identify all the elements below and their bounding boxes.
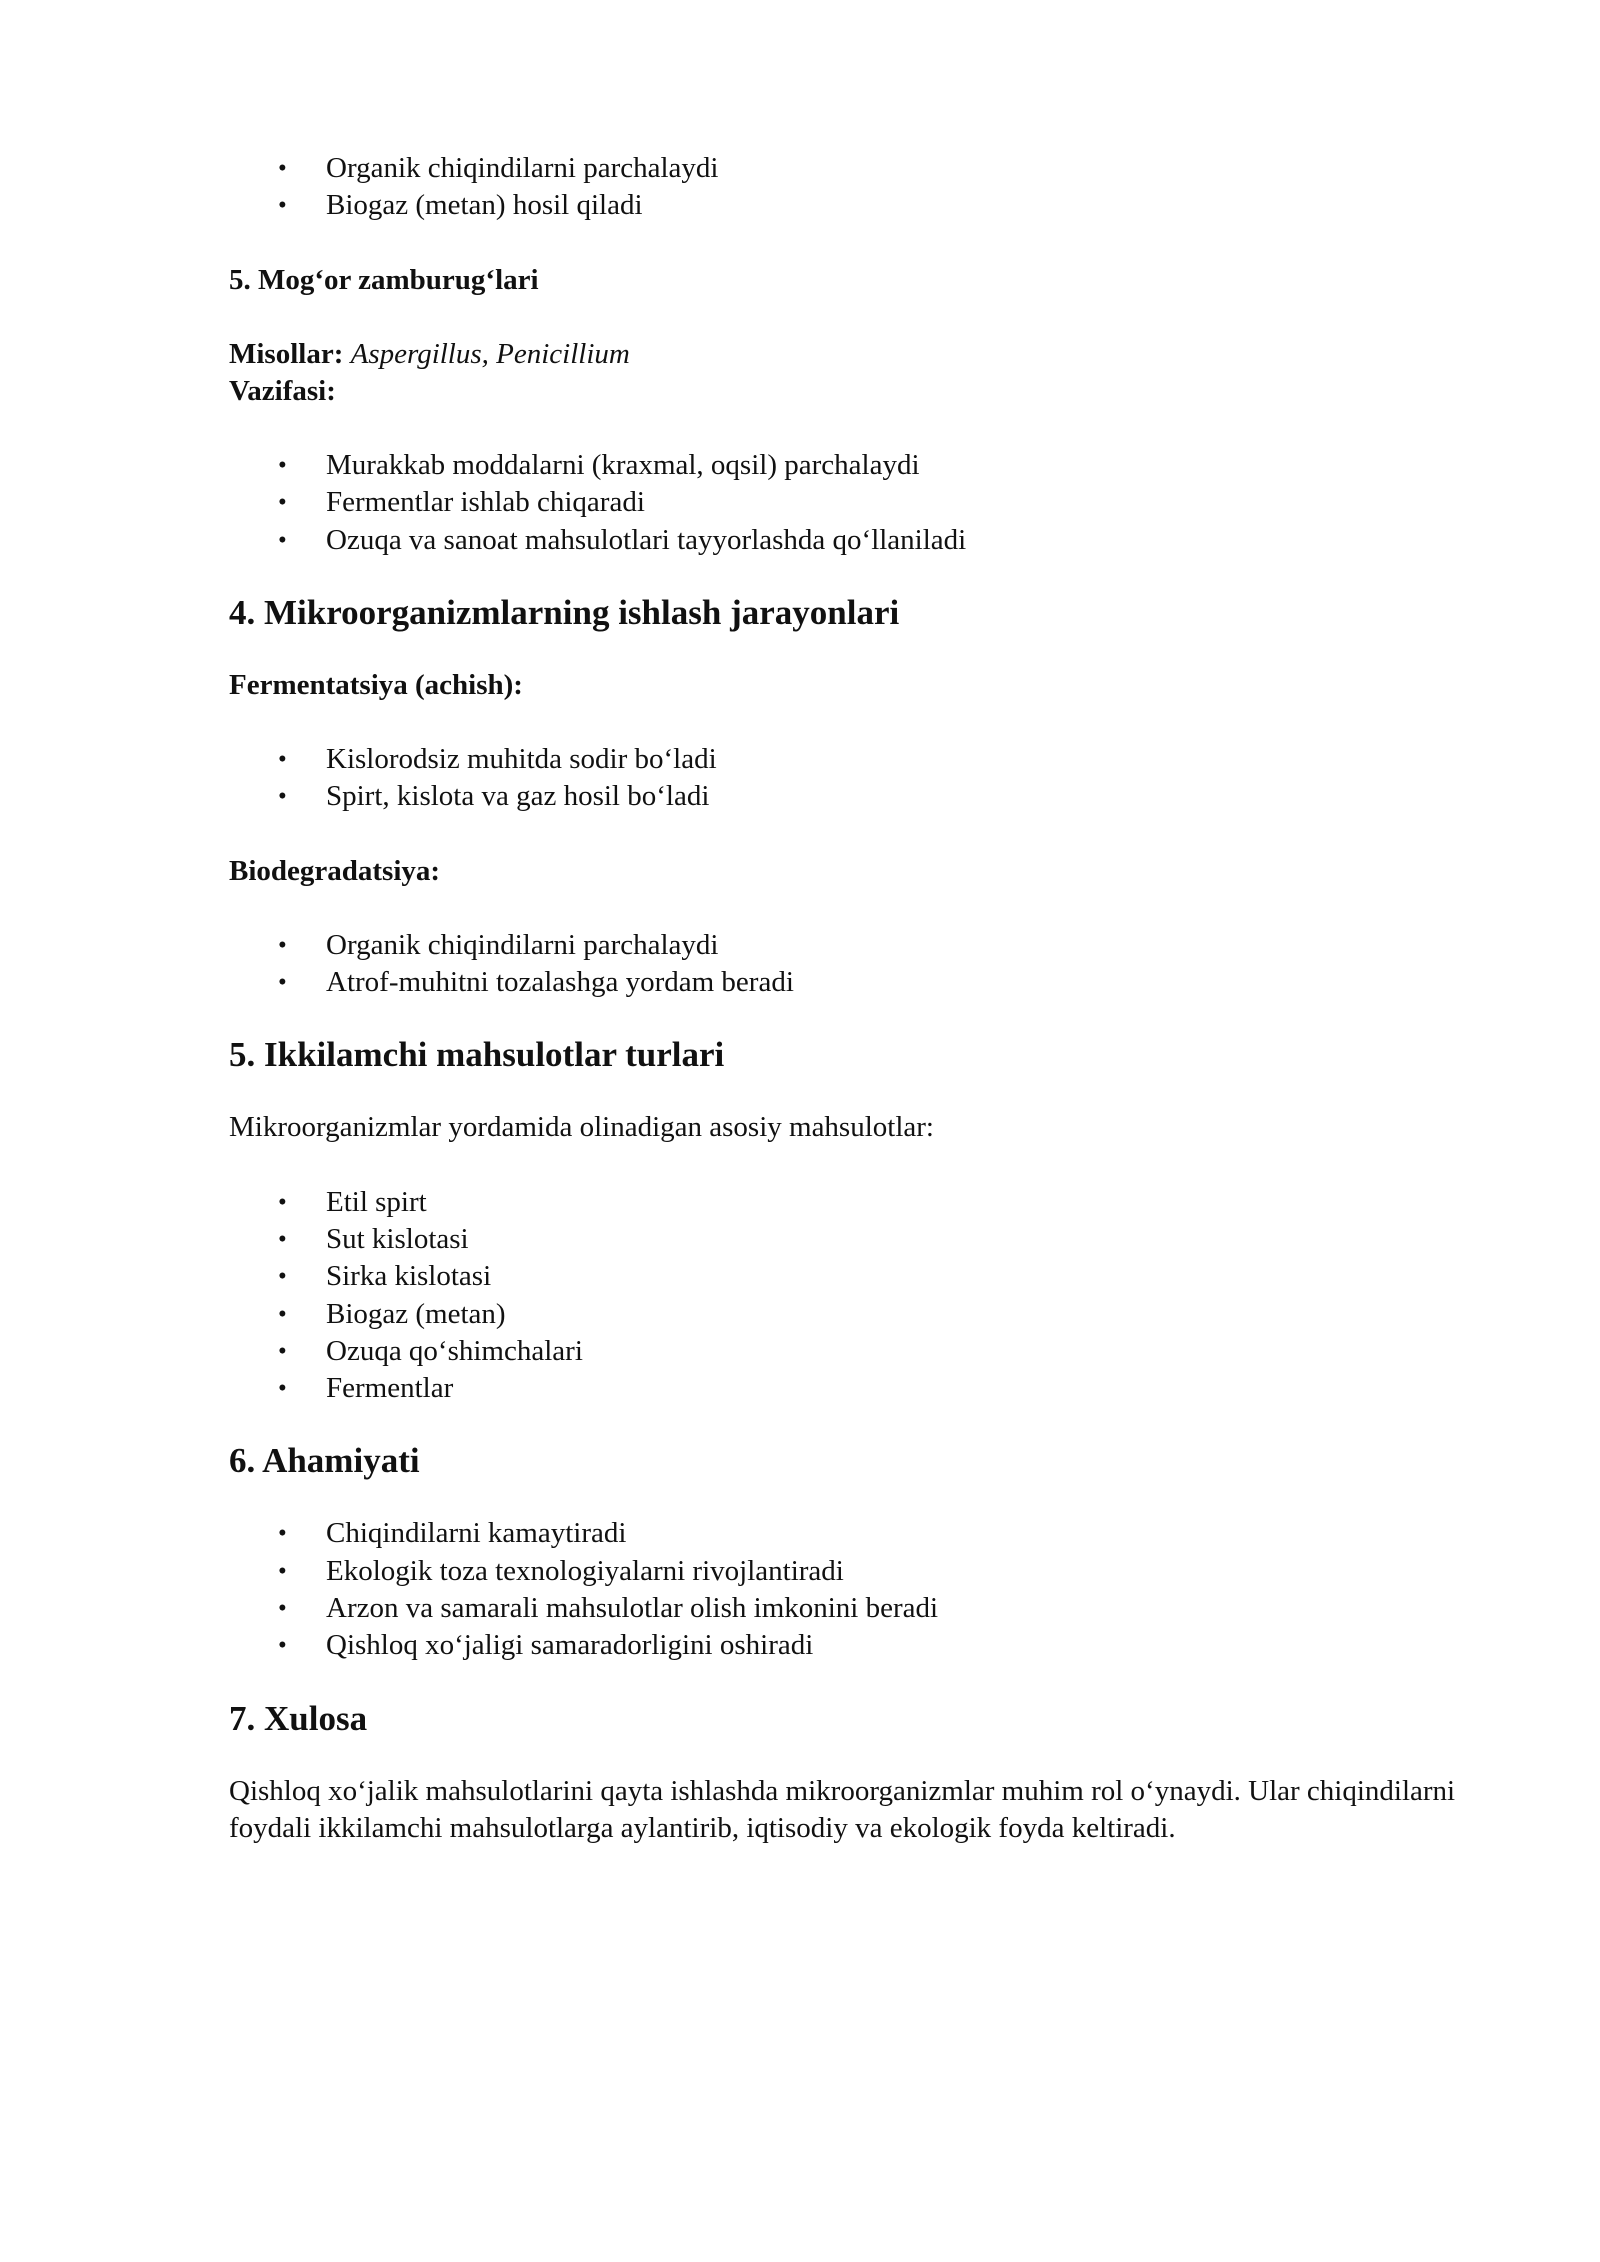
bullet-icon: •: [278, 931, 287, 959]
bullet-list-importance: [229, 1515, 1479, 1664]
list-item: • Sut kislotasi: [229, 1221, 1479, 1258]
list-item: • Chiqindilarni kamaytiradi: [229, 1515, 1479, 1552]
list-item: • Kislorodsiz muhitda sodir bo‘ladi: [229, 741, 1479, 778]
list-item: • Biogaz (metan) hosil qiladi: [229, 187, 1479, 224]
list-item: • Organik chiqindilarni parchalaydi: [229, 150, 1479, 187]
list-item: • Ozuqa va sanoat mahsulotlari tayyorlashda qo‘llaniladi: [229, 522, 1479, 559]
list-item: • Biogaz (metan): [229, 1296, 1479, 1333]
list-item: • Ozuqa qo‘shimchalari: [229, 1333, 1479, 1370]
section-title-importance: 6. Ahamiyati: [229, 1441, 420, 1481]
section-title-processes: 4. Mikroorganizmlarning ishlash jarayonlari: [229, 592, 900, 632]
examples-label: Misollar:: [229, 337, 344, 370]
bullet-icon: •: [278, 1225, 287, 1253]
bullet-icon: •: [278, 1375, 287, 1403]
bullet-icon: •: [278, 1300, 287, 1328]
conclusion-paragraph: Qishloq xo‘jalik mahsulotlarini qayta ishlashda mikroorganizmlar muhim rol o‘ynaydi. Ular chiqindilarni foydali ikkilamchi mahsulotlarga aylantirib, iqtisodiy va ekologik foyda keltiradi.: [229, 1774, 1456, 1845]
bullet-icon: •: [278, 452, 287, 480]
list-item: • Etil spirt: [229, 1184, 1479, 1221]
subsection-heading-mold-fungi: 5. Mog‘or zamburug‘lari: [229, 263, 539, 296]
bullet-icon: •: [278, 155, 287, 182]
document-page: [229, 150, 1479, 1848]
bullet-icon: •: [278, 745, 287, 773]
bullet-list-products: [229, 1184, 1479, 1408]
bullet-icon: •: [278, 1337, 287, 1365]
list-item: • Arzon va samarali mahsulotlar olish imkonini beradi: [229, 1590, 1479, 1627]
bullet-icon: •: [278, 1632, 287, 1660]
list-item: • Sirka kislotasi: [229, 1258, 1479, 1295]
list-item: • Murakkab moddalarni (kraxmal, oqsil) parchalaydi: [229, 447, 1479, 484]
bullet-icon: •: [278, 192, 287, 220]
bullet-icon: •: [278, 1557, 287, 1585]
bullet-list-mold-tasks: [229, 447, 1479, 559]
biodegradation-label: Biodegradatsiya:: [229, 854, 441, 887]
list-item: • Fermentlar ishlab chiqaradi: [229, 484, 1479, 521]
fermentation-label: Fermentatsiya (achish):: [229, 668, 523, 701]
list-item: • Atrof-muhitni tozalashga yordam beradi: [229, 964, 1479, 1001]
tasks-label: Vazifasi:: [229, 375, 336, 408]
bullet-icon: •: [278, 1263, 287, 1291]
list-item: • Organik chiqindilarni parchalaydi: [229, 927, 1479, 964]
list-item: • Qishloq xo‘jaligi samaradorligini oshiradi: [229, 1627, 1479, 1664]
list-item: • Ekologik toza texnologiyalarni rivojlantiradi: [229, 1553, 1479, 1590]
examples-value: Aspergillus, Penicillium: [350, 337, 630, 370]
section-title-conclusion: 7. Xulosa: [229, 1698, 368, 1738]
bullet-icon: •: [278, 968, 287, 996]
section-title-secondary-products: 5. Ikkilamchi mahsulotlar turlari: [229, 1035, 725, 1075]
bullet-icon: •: [278, 783, 287, 811]
bullet-icon: •: [278, 526, 287, 554]
section5-intro: Mikroorganizmlar yordamida olinadigan asosiy mahsulotlar:: [229, 1111, 934, 1144]
bullet-icon: •: [278, 1595, 287, 1623]
bullet-list-biodegradation: [229, 927, 1479, 1002]
list-item: • Fermentlar: [229, 1370, 1479, 1407]
bullet-icon: •: [278, 489, 287, 517]
bullet-list-continued: [229, 150, 1479, 225]
bullet-icon: •: [278, 1188, 287, 1216]
bullet-icon: •: [278, 1520, 287, 1548]
examples-line: [229, 336, 1479, 374]
bullet-list-fermentation: [229, 741, 1479, 816]
list-item: • Spirt, kislota va gaz hosil bo‘ladi: [229, 778, 1479, 815]
